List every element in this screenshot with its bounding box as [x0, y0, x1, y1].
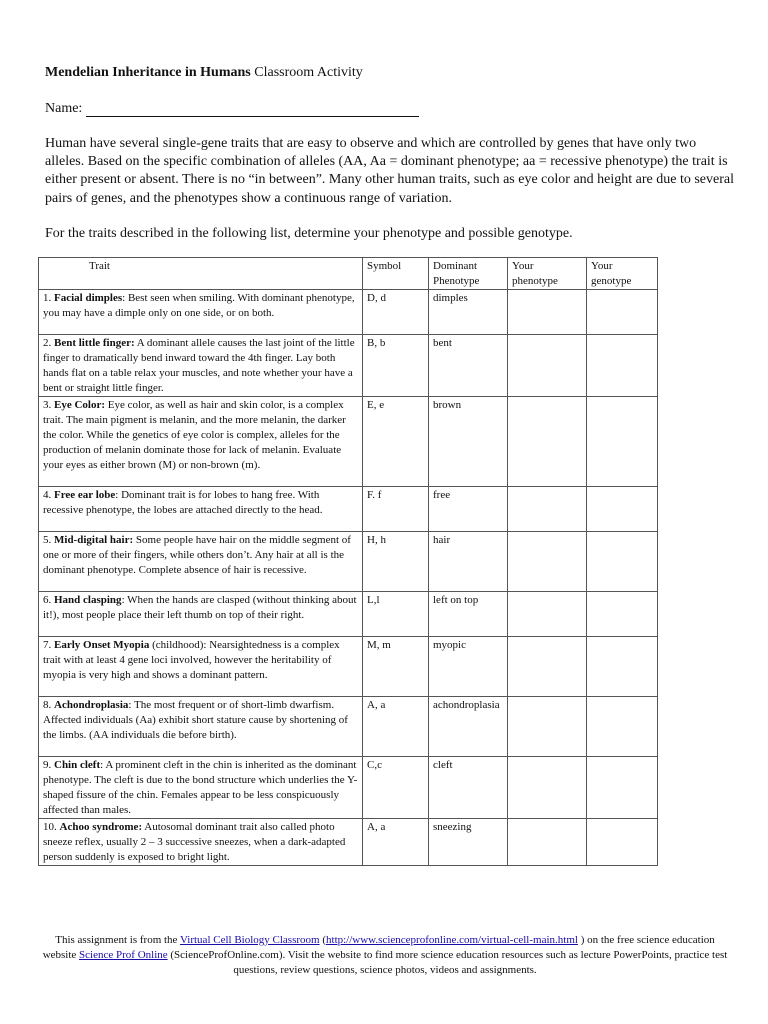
your-genotype-cell[interactable] — [587, 487, 658, 532]
title-bold: Mendelian Inheritance in Humans — [45, 65, 251, 80]
trait-text: : When the hands are clasped (without thinking about it!), most people place their left thumb on top of their right. — [43, 594, 357, 621]
footer-text-2: ( — [319, 934, 327, 946]
your-genotype-cell[interactable] — [587, 397, 658, 487]
dominant-phenotype-cell: brown — [429, 397, 508, 487]
your-phenotype-cell[interactable] — [508, 637, 587, 697]
symbol-cell: B, b — [363, 335, 429, 397]
table-row — [39, 697, 658, 757]
symbol-cell: H, h — [363, 532, 429, 592]
trait-name: Mid-digital hair: — [54, 534, 134, 546]
trait-number: 5. — [43, 534, 52, 546]
symbol-cell: C,c — [363, 757, 429, 819]
table-row — [39, 819, 658, 866]
name-blank-line[interactable] — [86, 102, 419, 117]
header-dominant-phenotype: Dominant Phenotype — [429, 258, 508, 290]
header-symbol: Symbol — [363, 258, 429, 290]
trait-text: Autosomal dominant trait also called photo sneeze reflex, usually 2 – 3 successive sneezes, when a dark-adapted person suddenly is exposed to bright light. — [43, 821, 346, 863]
your-genotype-cell[interactable] — [587, 532, 658, 592]
symbol-cell: A, a — [363, 819, 429, 866]
name-label: Name: — [45, 101, 83, 116]
trait-number: 10. — [43, 821, 57, 833]
dominant-phenotype-cell: myopic — [429, 637, 508, 697]
trait-name: Early Onset Myopia — [54, 639, 150, 651]
your-phenotype-cell[interactable] — [508, 487, 587, 532]
trait-number: 6. — [43, 594, 52, 606]
dominant-phenotype-cell: bent — [429, 335, 508, 397]
header-your-genotype: Your genotype — [587, 258, 658, 290]
your-genotype-cell[interactable] — [587, 290, 658, 335]
table-row — [39, 592, 658, 637]
symbol-cell: F. f — [363, 487, 429, 532]
trait-description-cell — [39, 637, 363, 697]
trait-description-cell — [39, 757, 363, 819]
trait-text: : Dominant trait is for lobes to hang free. With recessive phenotype, the lobes are attached directly to the head. — [43, 489, 323, 516]
dominant-phenotype-cell: free — [429, 487, 508, 532]
virtual-cell-classroom-link[interactable]: Virtual Cell Biology Classroom — [180, 934, 320, 946]
trait-number: 2. — [43, 337, 52, 349]
trait-description-cell — [39, 532, 363, 592]
dominant-phenotype-cell: achondroplasia — [429, 697, 508, 757]
table-row — [39, 532, 658, 592]
instructions-paragraph: For the traits described in the following list, determine your phenotype and possible genotype. — [45, 226, 573, 241]
dominant-phenotype-cell: cleft — [429, 757, 508, 819]
trait-description-cell — [39, 819, 363, 866]
your-genotype-cell[interactable] — [587, 592, 658, 637]
table-row — [39, 757, 658, 819]
trait-name: Hand clasping — [54, 594, 122, 606]
symbol-cell: M, m — [363, 637, 429, 697]
table-row — [39, 487, 658, 532]
your-phenotype-cell[interactable] — [508, 592, 587, 637]
document-title — [45, 65, 363, 81]
table-row — [39, 290, 658, 335]
virtual-cell-url-link[interactable]: http://www.scienceprofonline.com/virtual-cell-main.html — [326, 934, 578, 946]
intro-paragraph: Human have several single-gene traits that are easy to observe and which are controlled by genes that have only two alleles. Based on the specific combination of alleles (AA, Aa = dominant phenotype; aa = recessive phenotype) the trait is either present or absent. There is no “in between”. Many other human traits, such as eye color and height are due to several pairs of genes, and the phenotypes show a continuous range of variation. — [45, 136, 734, 206]
symbol-cell: L,l — [363, 592, 429, 637]
trait-name: Facial dimples — [54, 292, 123, 304]
dominant-phenotype-cell: hair — [429, 532, 508, 592]
your-genotype-cell[interactable] — [587, 757, 658, 819]
trait-description-cell — [39, 335, 363, 397]
science-prof-online-link[interactable]: Science Prof Online — [79, 949, 168, 961]
trait-text: : A prominent cleft in the chin is inherited as the dominant phenotype. The cleft is due to the bond structure which underlies the Y-shaped fissure of the chin. Females appear to be less conspicuously affected than males. — [43, 759, 358, 816]
trait-number: 9. — [43, 759, 52, 771]
trait-name: Achondroplasia — [54, 699, 129, 711]
trait-text: : The most frequent or of short-limb dwarfism. Affected individuals (Aa) exhibit short stature cause by shortening of the limbs. (AA individuals die before birth). — [43, 699, 348, 741]
trait-description-cell — [39, 487, 363, 532]
trait-text: (childhood): Nearsightedness is a complex trait with at least 4 gene loci involved, however the heritability of myopia is very high and shows a dominant pattern. — [43, 639, 340, 681]
trait-text: Some people have hair on the middle segment of one or more of their fingers, while others don’t. Any hair at all is the dominant phenotype. Complete absence of hair is recessive. — [43, 534, 351, 576]
symbol-cell: D, d — [363, 290, 429, 335]
title-subtitle: Classroom Activity — [254, 65, 363, 80]
footer-note — [40, 933, 730, 978]
trait-number: 4. — [43, 489, 52, 501]
trait-name: Eye Color: — [54, 399, 106, 411]
table-row — [39, 335, 658, 397]
your-phenotype-cell[interactable] — [508, 335, 587, 397]
footer-text-3: ) on the free science education website — [42, 934, 715, 961]
table-row — [39, 397, 658, 487]
symbol-cell: E, e — [363, 397, 429, 487]
your-phenotype-cell[interactable] — [508, 397, 587, 487]
trait-text: A dominant allele causes the last joint of the little finger to dramatically bend inward toward the 4th finger. Lay both hands flat on a table relax your muscles, and note whether your have a bent or straight little finger. — [43, 337, 355, 394]
trait-number: 8. — [43, 699, 52, 711]
traits-table — [38, 257, 658, 866]
your-phenotype-cell[interactable] — [508, 290, 587, 335]
name-row — [45, 101, 419, 117]
your-phenotype-cell[interactable] — [508, 697, 587, 757]
table-header-row — [39, 258, 658, 290]
dominant-phenotype-cell: sneezing — [429, 819, 508, 866]
your-phenotype-cell[interactable] — [508, 532, 587, 592]
trait-text: : Best seen when smiling. With dominant phenotype, you may have a dimple only on one side, or on both. — [43, 292, 355, 319]
trait-name: Achoo syndrome: — [59, 821, 143, 833]
header-trait: Trait — [39, 258, 363, 290]
trait-number: 1. — [43, 292, 52, 304]
your-genotype-cell[interactable] — [587, 697, 658, 757]
footer-text-1: This assignment is from the — [55, 934, 180, 946]
your-phenotype-cell[interactable] — [508, 819, 587, 866]
table-row — [39, 637, 658, 697]
footer-text-4: (ScienceProfOnline.com). Visit the website to find more science education resources such as lecture PowerPoints, practice test questions, review questions, science photos, videos and assignments. — [167, 949, 728, 976]
your-genotype-cell[interactable] — [587, 819, 658, 866]
dominant-phenotype-cell: dimples — [429, 290, 508, 335]
trait-number: 7. — [43, 639, 52, 651]
trait-description-cell — [39, 290, 363, 335]
your-phenotype-cell[interactable] — [508, 757, 587, 819]
trait-description-cell — [39, 397, 363, 487]
trait-description-cell — [39, 697, 363, 757]
trait-description-cell — [39, 592, 363, 637]
header-your-phenotype: Your phenotype — [508, 258, 587, 290]
your-genotype-cell[interactable] — [587, 335, 658, 397]
trait-name: Free ear lobe — [54, 489, 116, 501]
trait-text: Eye color, as well as hair and skin color, is a complex trait. The main pigment is melanin, and the more melanin, the darker the color. While the genetics of eye color is complex, alleles for the production of melanin dominate those for lack of melanin. Evaluate your eyes as either brown (M) or non-brown (m). — [43, 399, 346, 471]
trait-number: 3. — [43, 399, 52, 411]
trait-name: Chin cleft — [54, 759, 101, 771]
your-genotype-cell[interactable] — [587, 637, 658, 697]
dominant-phenotype-cell: left on top — [429, 592, 508, 637]
trait-name: Bent little finger: — [54, 337, 135, 349]
symbol-cell: A, a — [363, 697, 429, 757]
